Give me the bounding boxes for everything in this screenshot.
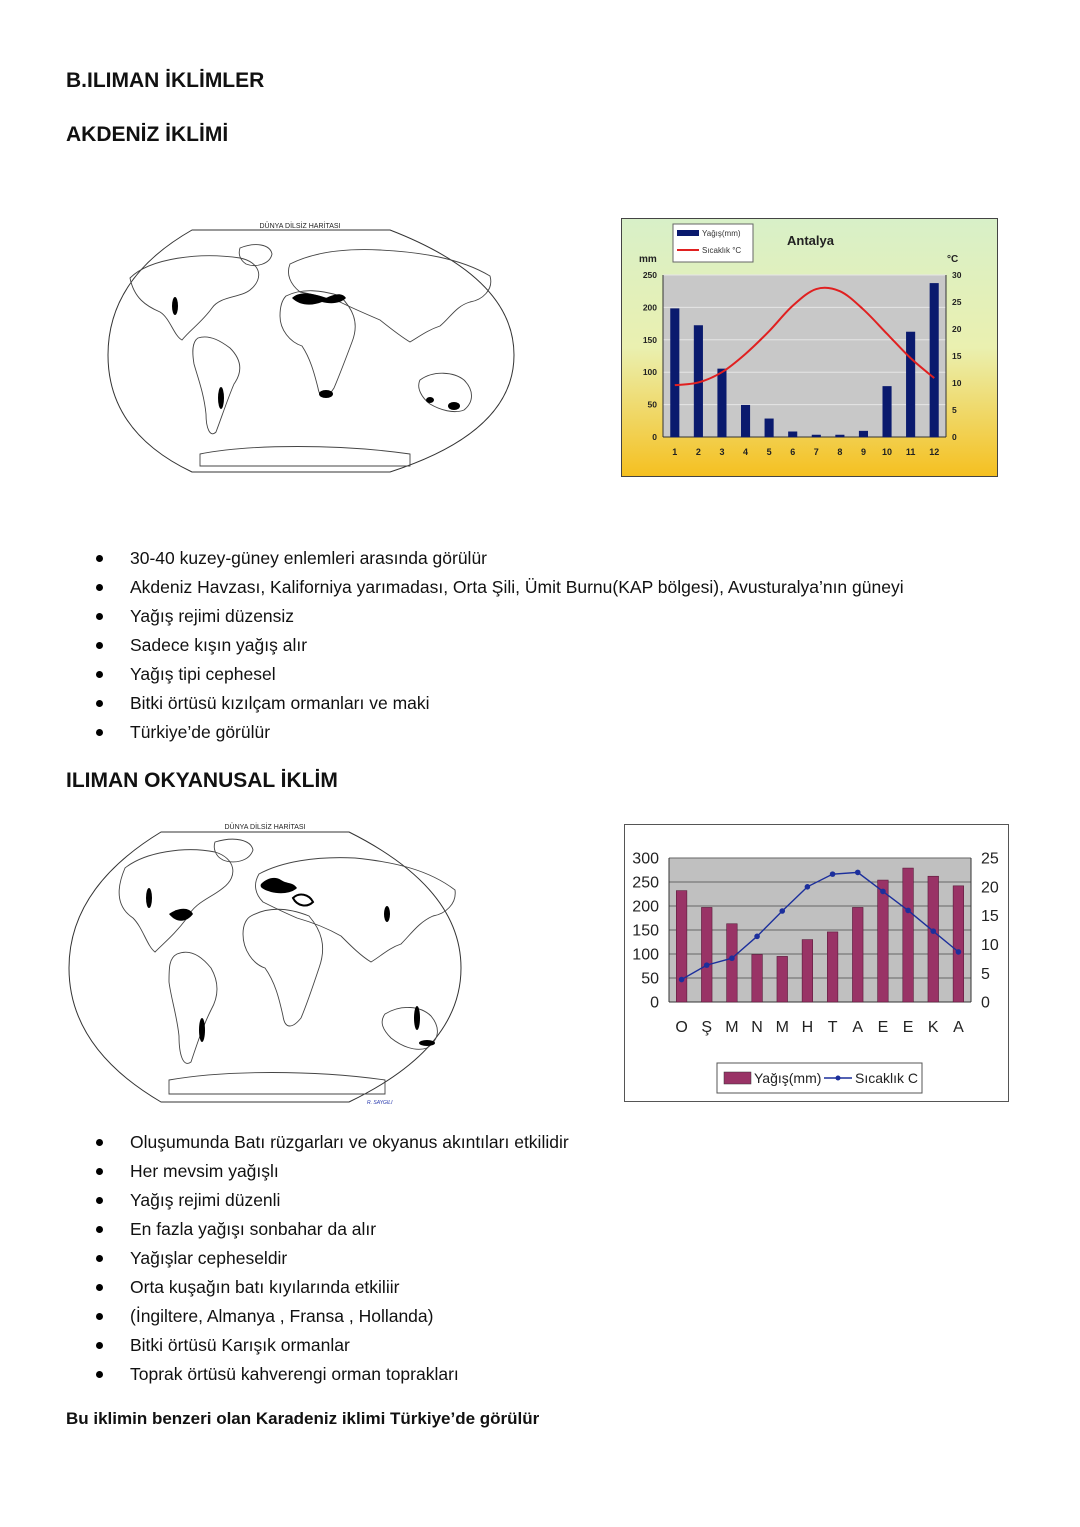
precipitation-bar	[836, 435, 844, 437]
temperature-point	[905, 908, 911, 914]
x-tick-label: 6	[790, 447, 796, 457]
x-tick-label: A	[852, 1019, 864, 1036]
bullet-item: Her mevsim yağışlı	[90, 1157, 569, 1186]
x-tick-label: 3	[719, 447, 725, 457]
x-tick-label: A	[953, 1019, 964, 1036]
y-tick-label-right: 20	[981, 879, 999, 897]
legend-bar-swatch	[724, 1072, 751, 1084]
temperature-point	[704, 962, 710, 968]
world-map-okyanusal	[65, 818, 465, 1108]
akdeniz-title: AKDENİZ İKLİMİ	[66, 123, 229, 146]
precipitation-bar	[718, 369, 726, 437]
y-tick-label-left: 0	[650, 994, 659, 1012]
y-tick-label-left: 50	[641, 970, 659, 988]
map-title: DÜNYA DİLSİZ HARİTASI	[259, 223, 341, 230]
bullet-item: Orta kuşağın batı kıyılarında etkiliir	[90, 1273, 569, 1302]
bullet-item: Yağış rejimi düzenli	[90, 1186, 569, 1215]
left-axis-label: mm	[639, 254, 657, 265]
y-tick-label-right: 20	[952, 323, 962, 334]
akdeniz-bullet-list	[90, 544, 904, 747]
y-tick-label-right: 10	[952, 377, 962, 388]
x-tick-label: 10	[882, 447, 893, 457]
bullet-item: Yağış tipi cephesel	[90, 660, 904, 689]
x-tick-label: Ş	[701, 1019, 713, 1036]
temperature-point	[830, 871, 836, 877]
map-credit: R. SAYGILI	[367, 1100, 393, 1106]
precipitation-bar	[852, 907, 863, 1002]
precipitation-bar	[906, 332, 914, 437]
y-tick-label-right: 15	[952, 350, 962, 361]
precipitation-bar	[752, 954, 763, 1002]
y-tick-label-right: 5	[981, 965, 990, 983]
section-title: B.ILIMAN İKLİMLER	[66, 69, 265, 92]
x-tick-label: 5	[766, 447, 772, 457]
y-tick-label-left: 200	[642, 302, 657, 313]
precipitation-bar	[812, 435, 820, 437]
world-map-akdeniz	[90, 218, 530, 480]
chart-title: Antalya	[787, 233, 834, 248]
bullet-item: 30-40 kuzey-güney enlemleri arasında görülür	[90, 544, 904, 573]
precipitation-bar	[878, 880, 889, 1002]
legend-bar-swatch	[677, 230, 699, 236]
x-tick-label: 12	[929, 447, 940, 457]
x-tick-label: E	[877, 1019, 889, 1036]
right-axis-label: °C	[947, 254, 959, 265]
precipitation-bar	[802, 940, 813, 1002]
x-tick-label: M	[775, 1019, 789, 1036]
temperature-point	[930, 928, 936, 934]
temperature-point	[779, 908, 785, 914]
bullet-item: Akdeniz Havzası, Kaliforniya yarımadası, Orta Şili, Ümit Burnu(KAP bölgesi), Avusturalya’nın güneyi	[90, 573, 904, 602]
precipitation-bar	[903, 868, 914, 1002]
precipitation-bar	[741, 405, 749, 437]
bullet-item: Bitki örtüsü kızılçam ormanları ve maki	[90, 689, 904, 718]
bullet-item: Oluşumunda Batı rüzgarları ve okyanus akıntıları etkilidir	[90, 1128, 569, 1157]
x-tick-label: 4	[743, 447, 749, 457]
precipitation-bar	[883, 386, 891, 437]
y-tick-label-right: 10	[981, 937, 999, 954]
legend	[673, 224, 753, 262]
x-tick-label: 11	[905, 447, 916, 457]
map-title: DÜNYA DİLSİZ HARİTASI	[224, 824, 306, 831]
legend-line-marker	[836, 1076, 841, 1081]
temperature-point	[805, 884, 811, 890]
legend-temp: Sıcaklık C	[855, 1070, 919, 1086]
footer-note: Bu iklimin benzeri olan Karadeniz iklimi Türkiye’de görülür	[66, 1409, 540, 1428]
x-tick-label: N	[751, 1019, 763, 1036]
y-tick-label-right: 25	[952, 296, 962, 307]
legend-temp: Sıcaklık °C	[702, 246, 742, 255]
bullet-item: Toprak örtüsü kahverengi orman toprakları	[90, 1360, 569, 1389]
temperature-point	[754, 934, 760, 940]
y-tick-label-left: 250	[642, 269, 657, 280]
x-tick-label: 8	[837, 447, 843, 457]
precipitation-bar	[788, 432, 796, 437]
x-tick-label: K	[927, 1019, 939, 1036]
bullet-item: (İngiltere, Almanya , Fransa , Hollanda)	[90, 1302, 569, 1331]
x-tick-label: H	[801, 1019, 814, 1036]
y-tick-label-right: 0	[952, 431, 957, 442]
precipitation-bar	[701, 907, 712, 1002]
precipitation-bar	[671, 309, 679, 437]
y-tick-label-left: 150	[642, 334, 657, 345]
precipitation-bar	[859, 431, 867, 437]
legend	[717, 1063, 922, 1093]
precipitation-bar	[953, 886, 964, 1002]
precipitation-bar	[765, 419, 773, 437]
y-tick-label-left: 0	[652, 431, 657, 442]
temperature-point	[956, 949, 962, 955]
bullet-item: Türkiye’de görülür	[90, 718, 904, 747]
okyanusal-climate-chart	[624, 824, 1009, 1102]
y-tick-label-left: 100	[632, 946, 659, 964]
x-tick-label: 2	[695, 447, 701, 457]
y-tick-label-left: 50	[647, 399, 657, 410]
x-tick-label: M	[725, 1019, 739, 1036]
y-tick-label-right: 0	[981, 994, 990, 1012]
y-tick-label-right: 25	[981, 850, 999, 868]
antalya-climate-chart	[621, 218, 998, 477]
precipitation-bar	[676, 891, 687, 1002]
precipitation-bar	[930, 283, 938, 437]
y-tick-label-right: 15	[981, 908, 999, 926]
x-tick-label: 7	[813, 447, 819, 457]
x-tick-label: 1	[672, 447, 678, 457]
bullet-item: Sadece kışın yağış alır	[90, 631, 904, 660]
precipitation-bar	[827, 932, 838, 1002]
y-tick-label-left: 200	[632, 898, 659, 916]
y-tick-label-left: 300	[632, 850, 659, 868]
y-tick-label-right: 5	[952, 404, 957, 415]
precipitation-bar	[777, 956, 788, 1002]
x-tick-label: T	[827, 1019, 838, 1036]
bullet-item: En fazla yağışı sonbahar da alır	[90, 1215, 569, 1244]
bullet-item: Yağışlar cepheseldir	[90, 1244, 569, 1273]
okyanusal-bullet-list	[90, 1128, 569, 1389]
x-tick-label: O	[675, 1019, 688, 1036]
bullet-item: Bitki örtüsü Karışık ormanlar	[90, 1331, 569, 1360]
bullet-item: Yağış rejimi düzensiz	[90, 602, 904, 631]
legend-precip: Yağış(mm)	[702, 229, 741, 238]
temperature-point	[855, 870, 861, 876]
y-tick-label-left: 250	[632, 874, 659, 892]
temperature-point	[729, 955, 735, 961]
precipitation-bar	[928, 876, 939, 1002]
temperature-point	[880, 889, 886, 895]
y-tick-label-right: 30	[952, 269, 962, 280]
y-tick-label-left: 100	[642, 367, 657, 378]
y-tick-label-left: 150	[632, 922, 659, 940]
x-tick-label: E	[902, 1019, 914, 1036]
plot-area	[663, 275, 946, 437]
temperature-point	[679, 977, 685, 983]
legend-precip: Yağış(mm)	[754, 1070, 822, 1086]
x-tick-label: 9	[860, 447, 866, 457]
precipitation-bar	[727, 924, 738, 1002]
okyanusal-title: ILIMAN OKYANUSAL İKLİM	[66, 769, 338, 792]
